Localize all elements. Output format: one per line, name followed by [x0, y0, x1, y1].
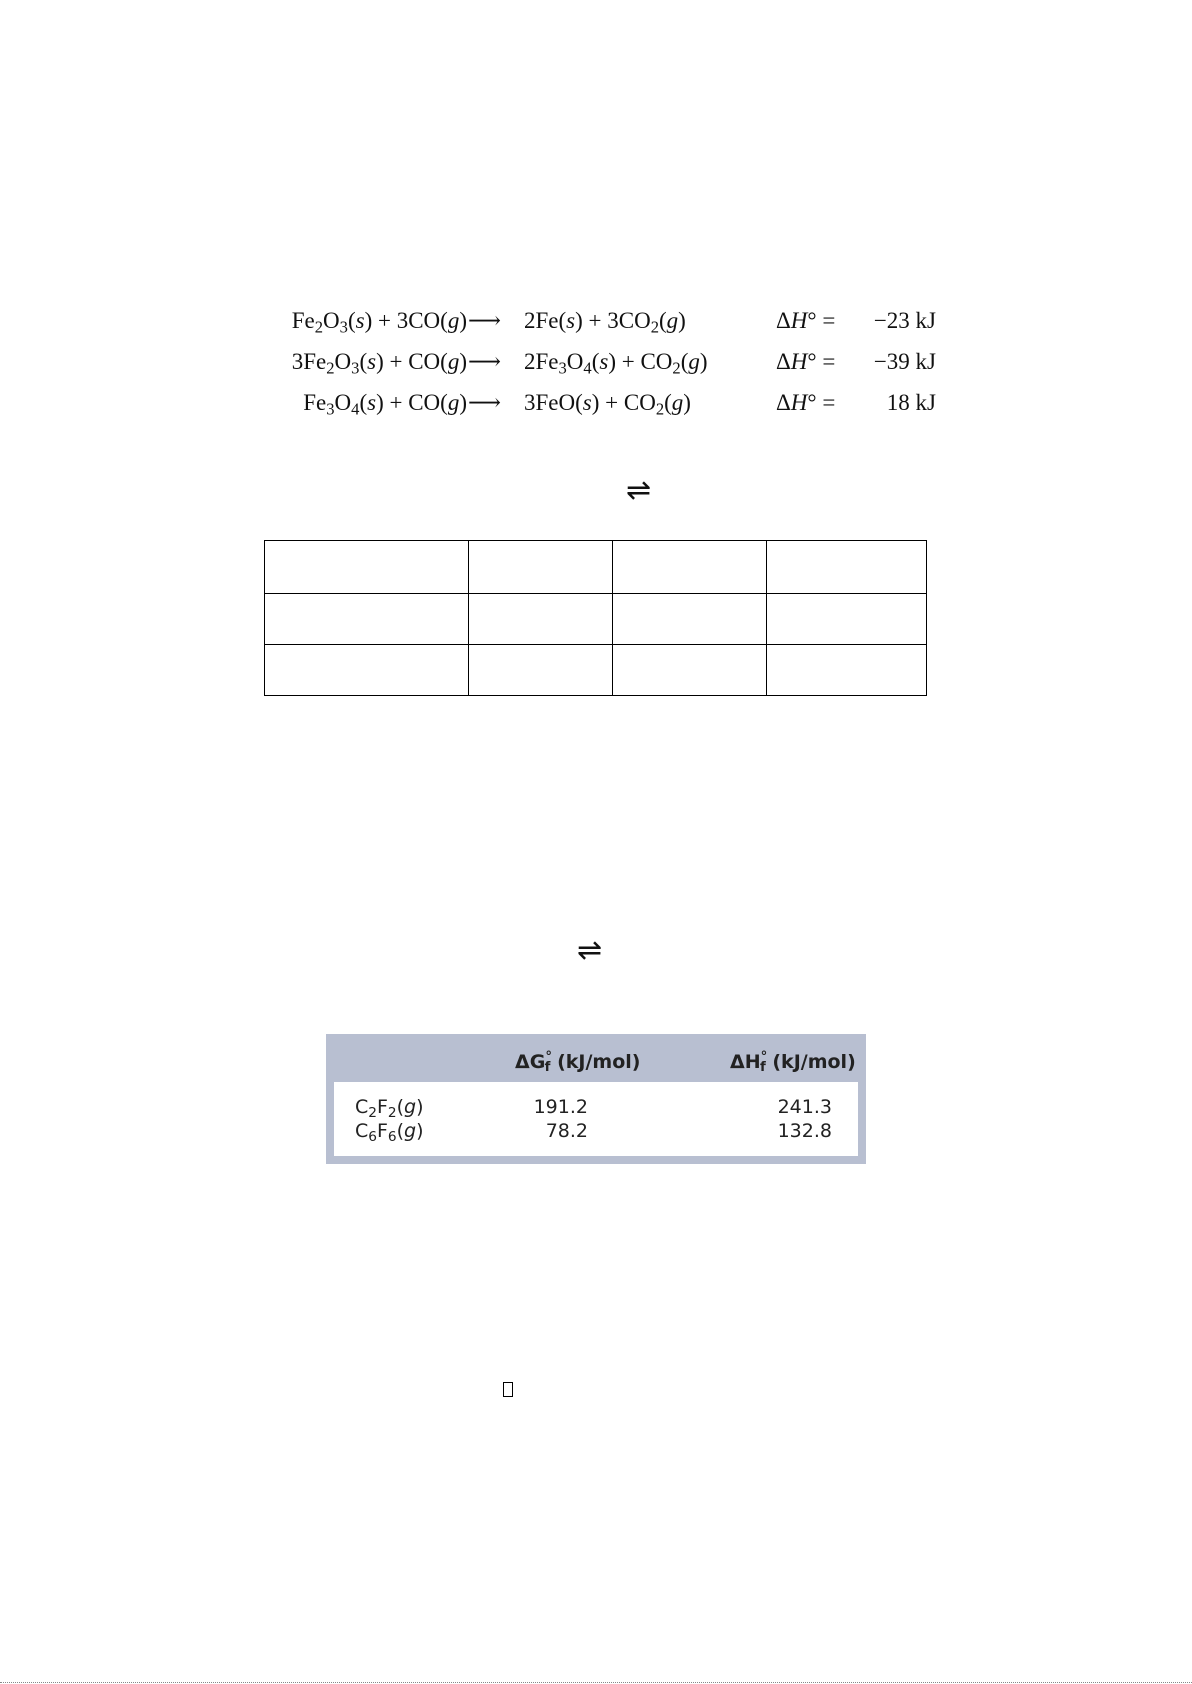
table-cell: [265, 594, 469, 645]
delta-h-value: 241.3: [777, 1096, 832, 1118]
table-cell: [613, 594, 767, 645]
blank-grid-table: [264, 540, 927, 696]
reaction-list: [256, 302, 936, 425]
table-cell: [767, 541, 927, 594]
reaction-arrow: ⟶: [468, 390, 501, 415]
table-row: [265, 541, 927, 594]
page-bottom-rule: [0, 1682, 1192, 1683]
enthalpy-value: −39 kJ: [873, 349, 936, 374]
reaction-reactants: $Fe_2O_3(s) + 3CO(g)$: [291, 308, 467, 337]
reaction-products: $2Fe_3O_4(s) + CO_2(g)$: [524, 349, 708, 378]
table-cell: [265, 645, 469, 696]
table-row: [265, 594, 927, 645]
reaction-products: $2Fe(s) + 3CO_2(g)$: [524, 308, 686, 337]
reaction-row: [256, 384, 936, 425]
reaction-arrow: ⟶: [468, 308, 501, 333]
species-cell: $C_6F_6(g)$: [355, 1120, 424, 1145]
table-cell: [469, 594, 613, 645]
delta-h-value: 132.8: [777, 1120, 832, 1142]
reaction-arrow: ⟶: [468, 349, 501, 374]
table-row: [265, 645, 927, 696]
placeholder-box-icon: [503, 1382, 513, 1397]
enthalpy-value: 18 kJ: [886, 390, 936, 415]
reaction-row: [256, 302, 936, 343]
header-delta-g: ΔG°f (kJ/mol): [515, 1049, 641, 1076]
equilibrium-arrow-icon: ⇌: [577, 933, 603, 968]
enthalpy-value: −23 kJ: [873, 308, 936, 333]
reaction-products: $3FeO(s) + CO_2(g)$: [524, 390, 691, 419]
reaction-reactants: $3Fe_2O_3(s) + CO(g)$: [291, 349, 467, 378]
table-cell: [767, 594, 927, 645]
table-body: [334, 1082, 858, 1156]
table-cell: [469, 541, 613, 594]
table-cell: [265, 541, 469, 594]
header-delta-h: ΔH°f (kJ/mol): [730, 1049, 856, 1076]
delta-g-value: 191.2: [533, 1096, 588, 1118]
species-cell: $C_2F_2(g)$: [355, 1096, 424, 1121]
enthalpy-label: ΔH° =: [776, 390, 836, 415]
thermo-data-table: [326, 1034, 866, 1164]
enthalpy-label: ΔH° =: [776, 349, 836, 374]
reaction-row: [256, 343, 936, 384]
delta-g-value: 78.2: [545, 1120, 588, 1142]
table-cell: [613, 645, 767, 696]
table-cell: [767, 645, 927, 696]
table-cell: [469, 645, 613, 696]
equilibrium-arrow-icon: ⇌: [626, 473, 652, 508]
enthalpy-label: ΔH° =: [776, 308, 836, 333]
reaction-reactants: $Fe_3O_4(s) + CO(g)$: [303, 390, 467, 419]
table-cell: [613, 541, 767, 594]
